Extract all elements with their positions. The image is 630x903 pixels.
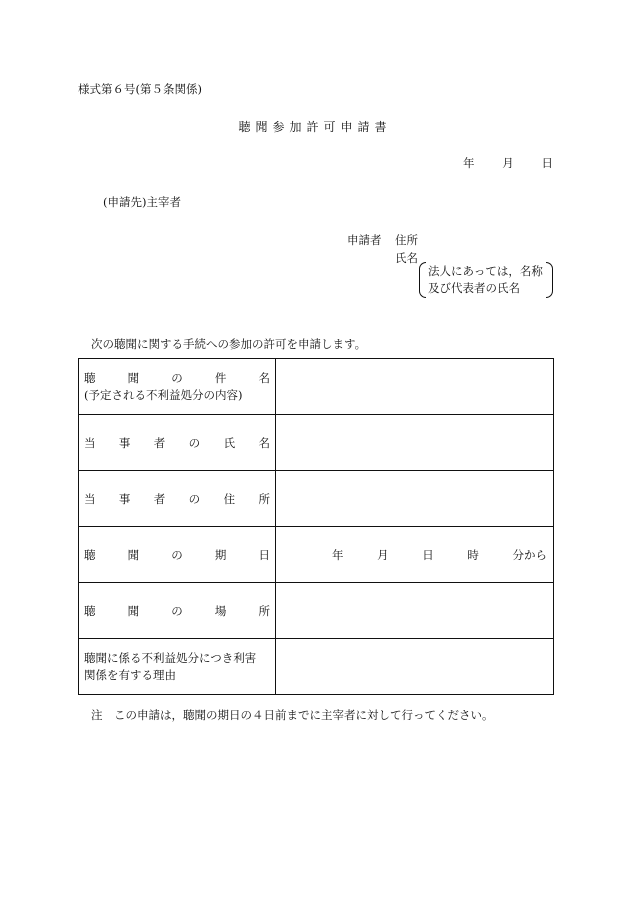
party-address-label-cell xyxy=(79,471,276,527)
party-address-field[interactable] xyxy=(276,471,554,527)
applicant-label: 申請者 xyxy=(347,233,382,247)
date-year-label: 年 xyxy=(463,156,475,170)
table-row xyxy=(79,583,554,639)
table-row xyxy=(79,359,554,415)
application-form-table xyxy=(78,358,554,695)
hearing-minute-unit: 分から xyxy=(512,547,547,562)
interest-reason-label-cell xyxy=(79,639,276,695)
hearing-date-time-units xyxy=(282,547,547,563)
footnote: 注 この申請は，聴聞の期日の４日前までに主宰者に対して行ってください。 xyxy=(91,708,494,722)
hearing-subject-field[interactable] xyxy=(276,359,554,415)
party-name-field[interactable] xyxy=(276,415,554,471)
hearing-place-field[interactable] xyxy=(276,583,554,639)
right-bracket xyxy=(546,262,553,298)
interest-reason-label-line1: 聴聞に係る不利益処分につき利害 xyxy=(84,650,257,665)
hearing-date-field[interactable] xyxy=(276,527,554,583)
party-name-label-cell xyxy=(79,415,276,471)
hearing-hour-unit: 時 xyxy=(467,547,479,562)
table-row xyxy=(79,639,554,695)
corporation-note-line2: 及び代表者の氏名 xyxy=(428,281,520,295)
hearing-place-label-cell xyxy=(79,583,276,639)
applicant-name-label: 氏名 xyxy=(395,251,418,265)
date-month-label: 月 xyxy=(502,156,514,170)
hearing-date-label-cell xyxy=(79,527,276,583)
hearing-subject-sublabel: (予定される不利益処分の内容) xyxy=(84,387,243,402)
interest-reason-label-line2: 関係を有する理由 xyxy=(84,667,176,682)
hearing-year-unit: 年 xyxy=(332,547,344,562)
corporation-note-line1: 法人にあっては，名称 xyxy=(428,264,543,278)
document-title: 聴聞参加許可申請書 xyxy=(238,120,392,134)
hearing-subject-label: 聴 聞 の 件 名 xyxy=(84,370,270,385)
hearing-subject-label-cell xyxy=(79,359,276,415)
hearing-place-label: 聴 聞 の 場 所 xyxy=(84,603,270,618)
table-row xyxy=(79,415,554,471)
hearing-date-label: 聴 聞 の 期 日 xyxy=(84,547,270,562)
applicant-address-label: 住所 xyxy=(395,233,418,247)
left-bracket xyxy=(419,262,426,298)
addressee: (申請先)主宰者 xyxy=(103,195,181,209)
interest-reason-field[interactable] xyxy=(276,639,554,695)
party-name-label: 当 事 者 の 氏 名 xyxy=(84,435,270,450)
hearing-day-unit: 日 xyxy=(422,547,434,562)
corporation-note xyxy=(419,262,553,298)
intro-statement: 次の聴聞に関する手続への参加の許可を申請します。 xyxy=(91,337,367,351)
table-row xyxy=(79,471,554,527)
date-day-label: 日 xyxy=(541,156,553,170)
table-row xyxy=(79,527,554,583)
date-line xyxy=(463,155,553,171)
form-number: 様式第６号(第５条関係) xyxy=(78,82,202,96)
hearing-month-unit: 月 xyxy=(377,547,389,562)
party-address-label: 当 事 者 の 住 所 xyxy=(84,491,270,506)
